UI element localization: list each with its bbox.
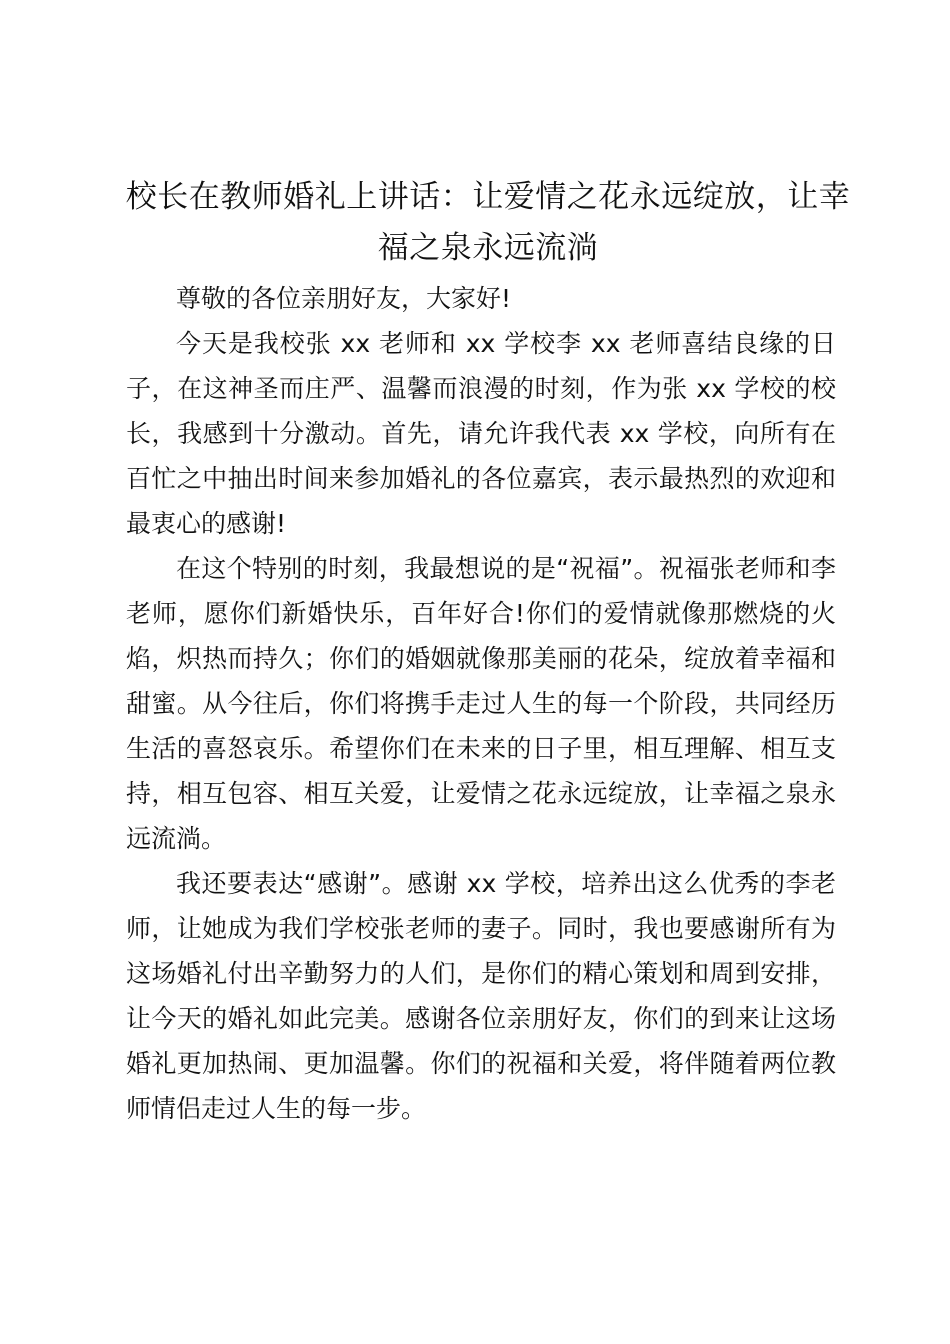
document-body bbox=[126, 276, 836, 1131]
paragraph-greeting: 尊敬的各位亲朋好友，大家好! bbox=[176, 284, 512, 313]
document-title: 校长在教师婚礼上讲话：让爱情之花永远绽放，让幸福之泉永远流淌 bbox=[125, 179, 851, 266]
paragraph-blessing: 在这个特别的时刻，我最想说的是“祝福”。祝福张老师和李老师，愿你们新婚快乐，百年好合!你们的爱情就像那燃烧的火焰，炽热而持久；你们的婚姻就像那美丽的花朵，绽放着幸福和甜蜜。从今往后，你们将携手走过人生的每一个阶段，共同经历生活的喜怒哀乐。希望你们在未来的日子里，相互理解、相互支持，相互包容、相互关爱，让爱情之花永远绽放，让幸福之泉永远流淌。 bbox=[126, 554, 836, 853]
paragraph-welcome: 今天是我校张 xx 老师和 xx 学校李 xx 老师喜结良缘的日子，在这神圣而庄严、温馨而浪漫的时刻，作为张 xx 学校的校长，我感到十分激动。首先，请允许我代表 xx 学校，向所有在百忙之中抽出时间来参加婚礼的各位嘉宾，表示最热烈的欢迎和最衷心的感谢! bbox=[126, 329, 836, 538]
paragraph-thanks: 我还要表达“感谢”。感谢 xx 学校，培养出这么优秀的李老师，让她成为我们学校张老师的妻子。同时，我也要感谢所有为这场婚礼付出辛勤努力的人们，是你们的精心策划和周到安排，让今天的婚礼如此完美。感谢各位亲朋好友，你们的到来让这场婚礼更加热闹、更加温馨。你们的祝福和关爱，将伴随着两位教师情侣走过人生的每一步。 bbox=[126, 869, 836, 1123]
